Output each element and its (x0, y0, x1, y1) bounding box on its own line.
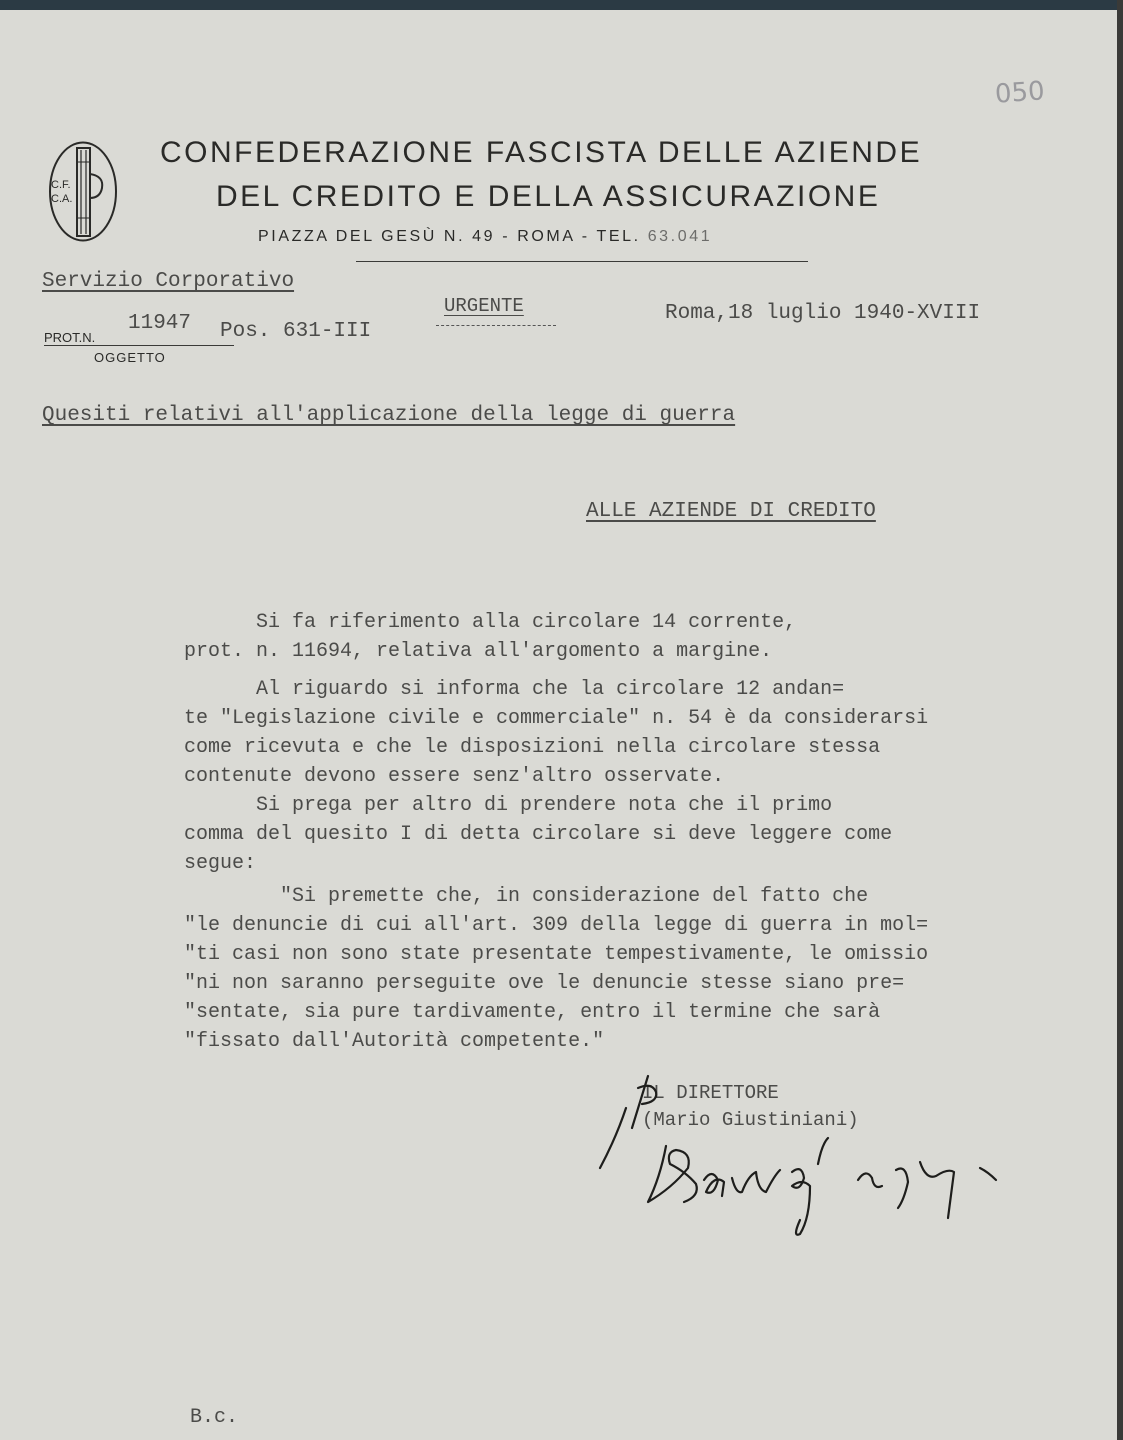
oggetto-label: OGGETTO (94, 350, 166, 365)
handwritten-signature (596, 1068, 1016, 1248)
letterhead-line2: DEL CREDITO E DELLA ASSICURAZIONE (216, 180, 881, 213)
letterhead-address (258, 228, 712, 246)
letterhead-rule (356, 261, 808, 262)
protocol-number: 11947 (128, 312, 192, 335)
logo-text-line1: C.F. (51, 179, 71, 191)
body-paragraph-4-quote: "Si premette che, in considerazione del fatto che "le denuncie di cui all'art. 309 della legge di guerra in mol= "ti casi non sono state presentate tempestivamente, le omissio "ni non saranno perseguite ove le denuncie stesse siano pre= "sentate, sia pure tardivamente, entro il termine che sarà "fissato dall'Autorità competente." (184, 885, 929, 1053)
urgency-label: URGENTE (444, 295, 524, 317)
service-name: Servizio Corporativo (42, 270, 295, 293)
typist-initials: B.c. (190, 1406, 239, 1429)
body-paragraph-2: Al riguardo si informa che la circolare 12 andan= te "Legislazione civile e commerciale" n. 54 è da considerarsi come ricevuta e che le disposizioni nella circolare stessa contenute devono essere senz'altro osservate. (184, 678, 929, 788)
subject-line: Quesiti relativi all'applicazione della legge di guerra (42, 404, 736, 427)
letter-date: Roma,18 luglio 1940-XVIII (665, 302, 981, 325)
addressee: ALLE AZIENDE DI CREDITO (586, 500, 876, 523)
logo-text-line2: C.A. (51, 193, 73, 205)
scan-right-edge (1117, 0, 1123, 1440)
body-paragraph-3: Si prega per altro di prendere nota che il primo comma del quesito I di detta circolare si deve leggere come segue: (184, 794, 893, 875)
archive-number: 050 (994, 76, 1046, 110)
fasces-logo-icon (48, 140, 118, 243)
director-title: IL DIRETTORE (642, 1082, 779, 1104)
director-name: (Mario Giustiniani) (642, 1109, 859, 1131)
scan-top-edge (0, 0, 1123, 10)
address-text: PIAZZA DEL GESÙ N. 49 - ROMA - TEL. (258, 228, 641, 245)
protocol-rule (44, 345, 234, 346)
urgency-rule (436, 325, 556, 326)
body-paragraph-1: Si fa riferimento alla circolare 14 corrente, prot. n. 11694, relativa all'argomento a margine. (184, 611, 797, 663)
phone-number: 63.041 (647, 228, 713, 245)
protocol-label: PROT.N. (44, 330, 96, 345)
letterhead-line1: CONFEDERAZIONE FASCISTA DELLE AZIENDE (160, 136, 923, 169)
position-number: Pos. 631-III (220, 320, 372, 343)
